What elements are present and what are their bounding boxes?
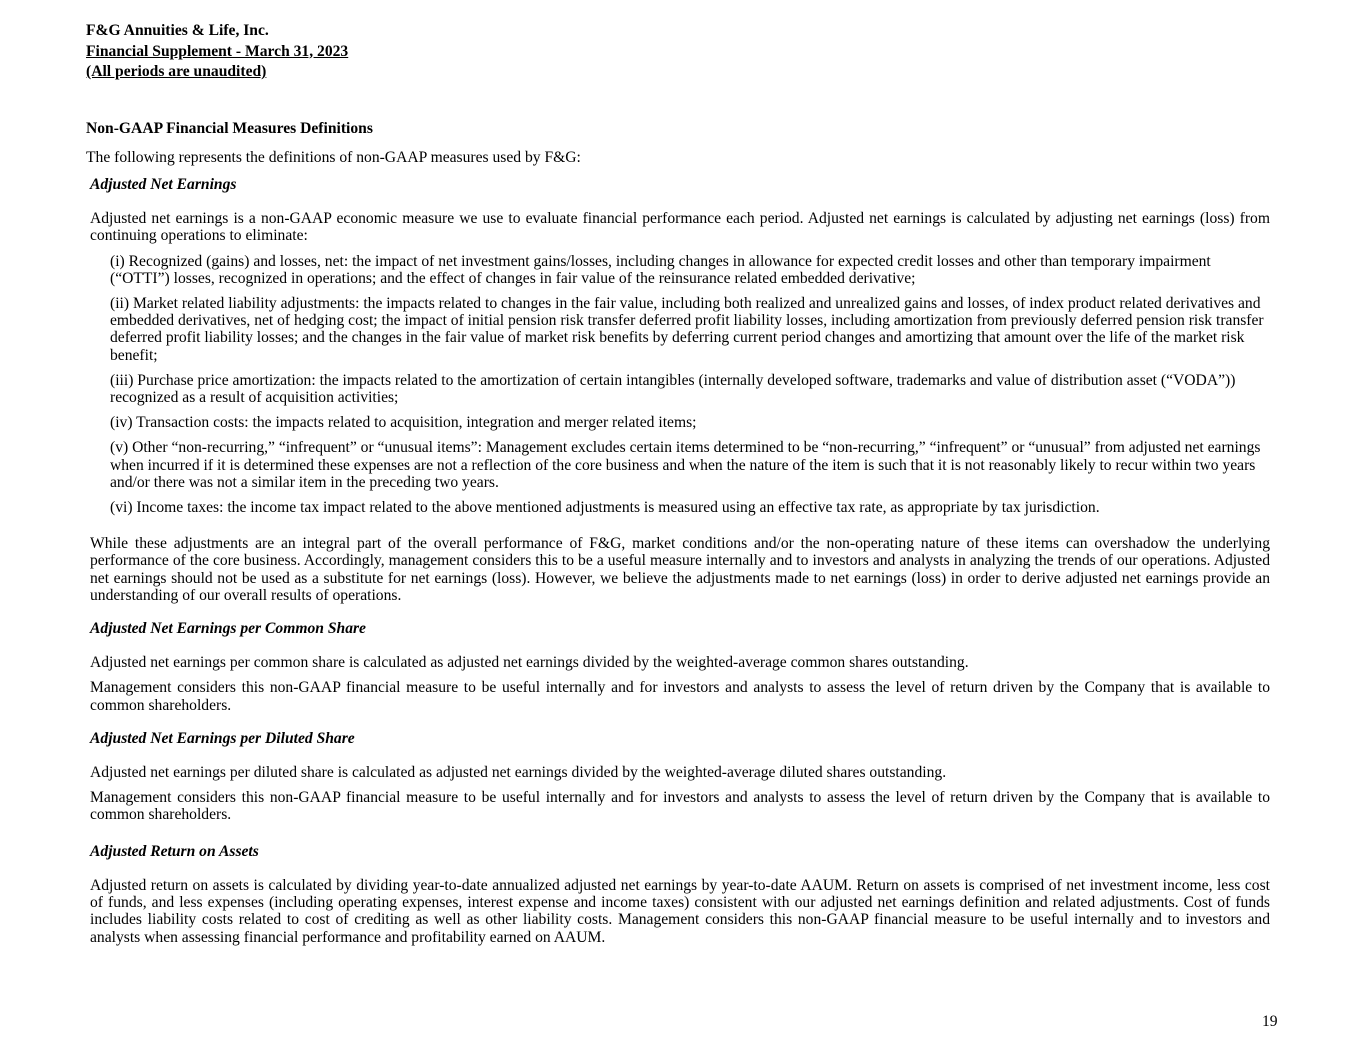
adjustment-item-i: (i) Recognized (gains) and losses, net: the impact of net investment gains/losses, including changes in allowance for expected credit losses and other than temporary impairment (“OTTI”) losses, recognized in operations; and the effect of changes in fair value of the reinsurance related embedded derivative; <box>110 252 1211 287</box>
adjustment-item-vi: (vi) Income taxes: the income tax impact related to the above mentioned adjustments is measured using an effective tax rate, as appropriate by tax jurisdiction. <box>110 499 1100 517</box>
adjustment-item-iv: (iv) Transaction costs: the impacts related to acquisition, integration and merger related items; <box>110 414 697 432</box>
page-number: 19 <box>1262 1013 1278 1030</box>
per-common-share-p2: Management considers this non-GAAP financial measure to be useful internally and for investors and analysts to assess the level of return driven by the Company that is available to common shareholders. <box>90 679 1270 714</box>
section-title: Non-GAAP Financial Measures Definitions <box>86 120 373 137</box>
unaudited-note: (All periods are unaudited) <box>86 63 267 80</box>
supplement-title: Financial Supplement - March 31, 2023 <box>86 42 349 60</box>
adjusted-net-earnings-closing: While these adjustments are an integral part of the overall performance of F&G, market conditions and/or the non-operating nature of these items can overshadow the underlying performance of the core business. Accordingly, management considers this to be a useful measure internally and to investors and analysts in analyzing the trends of our operations. Adjusted net earnings should not be used as a substitute for net earnings (loss). However, we believe the adjustments made to net earnings (loss) in order to derive adjusted net earnings provide an understanding of our overall results of operations. <box>90 535 1270 604</box>
adjustment-item-iii: (iii) Purchase price amortization: the impacts related to the amortization of certain intangibles (internally developed software, trademarks and value of distribution asset (“VODA”)) recognized as a result of acquisition activities; <box>110 371 1236 407</box>
company-name: F&G Annuities & Life, Inc. <box>86 22 269 39</box>
heading-adjusted-net-earnings: Adjusted Net Earnings <box>90 176 237 193</box>
per-diluted-share-p1: Adjusted net earnings per diluted share is calculated as adjusted net earnings divided by the weighted-average diluted shares outstanding. <box>90 764 947 782</box>
heading-per-diluted-share: Adjusted Net Earnings per Diluted Share <box>90 729 355 747</box>
heading-return-on-assets: Adjusted Return on Assets <box>90 842 259 860</box>
return-on-assets-p1: Adjusted return on assets is calculated by dividing year-to-date annualized adjusted net earnings by year-to-date AAUM. Return on assets is comprised of net investment income, less cost of funds, and less expenses (including operating expenses, interest expense and income taxes) consistent with our adjusted net earnings definition and related adjustments. Cost of funds includes liability costs related to cost of crediting as well as other liability costs. Management considers this non-GAAP financial measure to be useful internally and to investors and analysts when assessing financial performance and profitability earned on AAUM. <box>90 876 1270 946</box>
per-common-share-p1: Adjusted net earnings per common share is calculated as adjusted net earnings divided by the weighted-average common shares outstanding. <box>90 654 969 672</box>
heading-per-common-share: Adjusted Net Earnings per Common Share <box>90 620 366 638</box>
intro-text: The following represents the definitions of non-GAAP measures used by F&G: <box>86 149 581 166</box>
adjustment-item-v: (v) Other “non-recurring,” “infrequent” or “unusual items”: Management excludes certain items determined to be “non-recurring,” “infrequent” or “unusual” from adjusted net earnings when incurred if it is determined these expenses are not a reflection of the core business and when the nature of the item is such that it is not reasonably likely to recur within two years and/or there was not a similar item in the preceding two years. <box>110 439 1261 491</box>
adjustment-item-ii: (ii) Market related liability adjustments: the impacts related to changes in the fair value, including both realized and unrealized gains and losses, of index product related derivatives and embedded derivatives, net of hedging cost; the impact of initial pension risk transfer deferred profit liability losses, including amortization from previously deferred pension risk transfer deferred profit liability losses; and the changes in the fair value of market risk benefits by deferring current period changes and amortizing that amount over the life of the market risk benefit; <box>110 295 1264 364</box>
definitions-body <box>90 176 1270 946</box>
document-header <box>86 21 348 83</box>
per-diluted-share-p2: Management considers this non-GAAP financial measure to be useful internally and for investors and analysts to assess the level of return driven by the Company that is available to common shareholders. <box>90 789 1270 824</box>
adjusted-net-earnings-lead: Adjusted net earnings is a non-GAAP economic measure we use to evaluate financial performance each period. Adjusted net earnings is calculated by adjusting net earnings (loss) from continuing operations to eliminate: <box>90 210 1270 245</box>
